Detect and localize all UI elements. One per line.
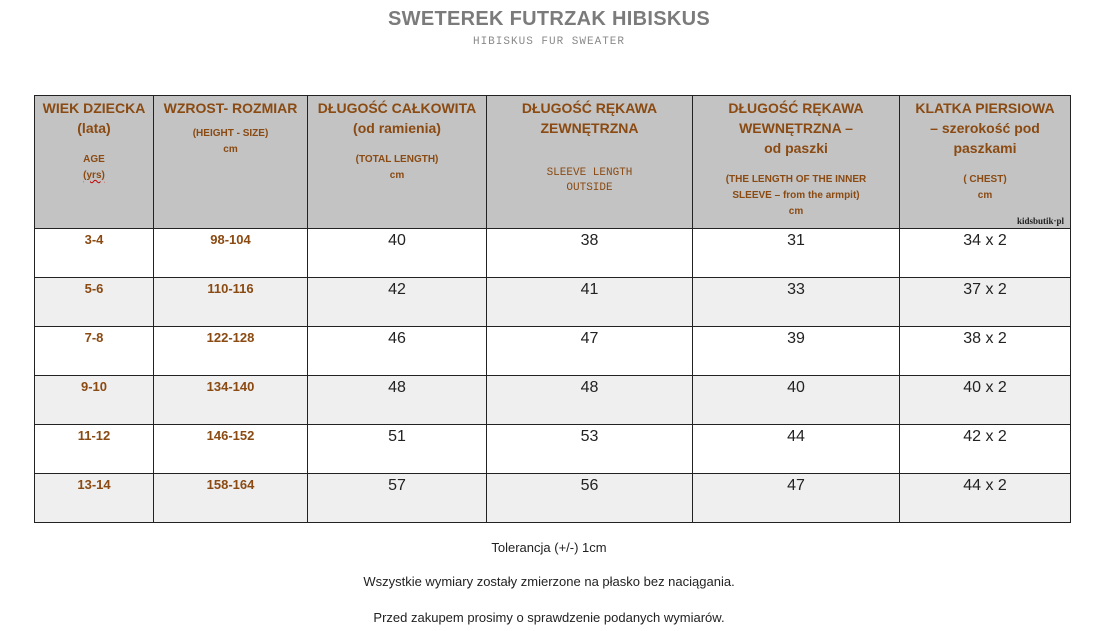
header-height-unit: cm	[223, 144, 238, 155]
header-sleeve-outside-en2: OUTSIDE	[566, 182, 613, 194]
header-chest	[900, 96, 1071, 229]
cell-height: 146-152	[154, 425, 308, 474]
cell-chest: 44 x 2	[900, 474, 1071, 523]
cell-sleeve-outside: 41	[487, 278, 693, 327]
cell-height: 110-116	[154, 278, 308, 327]
header-height-en: (HEIGHT - SIZE)	[192, 128, 269, 139]
header-chest-unit: cm	[977, 190, 993, 201]
size-table	[34, 95, 1071, 523]
header-sleeve-inside-note: WEWNĘTRZNA –	[739, 120, 853, 136]
header-height-title: WZROST- ROZMIAR	[163, 100, 298, 116]
header-sleeve-inside	[693, 96, 900, 229]
cell-age: 11-12	[35, 425, 154, 474]
cell-sleeve-outside: 38	[487, 229, 693, 278]
cell-chest: 37 x 2	[900, 278, 1071, 327]
cell-total-length: 40	[308, 229, 487, 278]
cell-chest: 34 x 2	[900, 229, 1071, 278]
cell-height: 122-128	[154, 327, 308, 376]
cell-sleeve-inside: 44	[693, 425, 900, 474]
cell-chest: 38 x 2	[900, 327, 1071, 376]
cell-total-length: 57	[308, 474, 487, 523]
cell-sleeve-inside: 39	[693, 327, 900, 376]
cell-total-length: 46	[308, 327, 487, 376]
header-chest-en: ( CHEST)	[963, 174, 1007, 185]
cell-age: 13-14	[35, 474, 154, 523]
cell-sleeve-inside: 31	[693, 229, 900, 278]
cell-chest: 40 x 2	[900, 376, 1071, 425]
cell-sleeve-outside: 56	[487, 474, 693, 523]
measurement-note: Wszystkie wymiary zostały zmierzone na płasko bez naciągania.	[363, 574, 735, 589]
check-note: Przed zakupem prosimy o sprawdzenie podanych wymiarów.	[373, 610, 725, 625]
page-subtitle: HIBISKUS FUR SWEATER	[472, 36, 626, 48]
cell-sleeve-inside: 33	[693, 278, 900, 327]
header-total-length-title: DŁUGOŚĆ CAŁKOWITA	[317, 100, 477, 116]
table-row	[35, 425, 1071, 474]
header-age-en-unit: (yrs)	[83, 170, 105, 181]
cell-chest: 42 x 2	[900, 425, 1071, 474]
cell-height: 98-104	[154, 229, 308, 278]
cell-age: 9-10	[35, 376, 154, 425]
header-sleeve-outside	[487, 96, 693, 229]
header-height	[154, 96, 308, 229]
cell-sleeve-outside: 48	[487, 376, 693, 425]
header-sleeve-inside-en2: SLEEVE – from the armpit)	[732, 190, 860, 201]
header-total-length	[308, 96, 487, 229]
header-sleeve-inside-title: DŁUGOŚĆ RĘKAWA	[728, 100, 864, 116]
header-row	[35, 96, 1071, 229]
header-age-unit: (lata)	[77, 120, 111, 136]
table-row	[35, 474, 1071, 523]
page-title: SWETEREK FUTRZAK HIBISKUS	[388, 8, 710, 30]
tolerance-note: Tolerancja (+/-) 1cm	[491, 540, 607, 555]
table-row	[35, 376, 1071, 425]
header-sleeve-outside-note: ZEWNĘTRZNA	[540, 120, 639, 136]
cell-age: 3-4	[35, 229, 154, 278]
header-sleeve-inside-unit: cm	[788, 206, 804, 217]
cell-total-length: 51	[308, 425, 487, 474]
header-chest-note2: paszkami	[953, 140, 1017, 156]
header-chest-title: KLATKA PIERSIOWA	[915, 100, 1055, 116]
header-sleeve-outside-en: SLEEVE LENGTH	[546, 167, 633, 179]
cell-sleeve-inside: 40	[693, 376, 900, 425]
header-total-length-en: (TOTAL LENGTH)	[355, 154, 439, 165]
cell-total-length: 42	[308, 278, 487, 327]
header-total-length-note: (od ramienia)	[353, 120, 441, 136]
header-age	[35, 96, 154, 229]
cell-height: 134-140	[154, 376, 308, 425]
table-row	[35, 278, 1071, 327]
cell-sleeve-outside: 53	[487, 425, 693, 474]
header-chest-note: – szerokość pod	[930, 120, 1040, 136]
cell-age: 5-6	[35, 278, 154, 327]
header-age-en: AGE	[83, 154, 105, 165]
table-row	[35, 229, 1071, 278]
cell-age: 7-8	[35, 327, 154, 376]
header-total-length-unit: cm	[389, 170, 405, 181]
watermark: kidsbutik·pl	[1016, 216, 1064, 226]
header-sleeve-inside-en: (THE LENGTH OF THE INNER	[725, 174, 867, 185]
cell-total-length: 48	[308, 376, 487, 425]
header-sleeve-inside-note2: od paszki	[764, 140, 828, 156]
cell-height: 158-164	[154, 474, 308, 523]
header-age-title: WIEK DZIECKA	[42, 100, 146, 116]
table-row	[35, 327, 1071, 376]
cell-sleeve-inside: 47	[693, 474, 900, 523]
header-sleeve-outside-title: DŁUGOŚĆ RĘKAWA	[521, 100, 658, 116]
cell-sleeve-outside: 47	[487, 327, 693, 376]
